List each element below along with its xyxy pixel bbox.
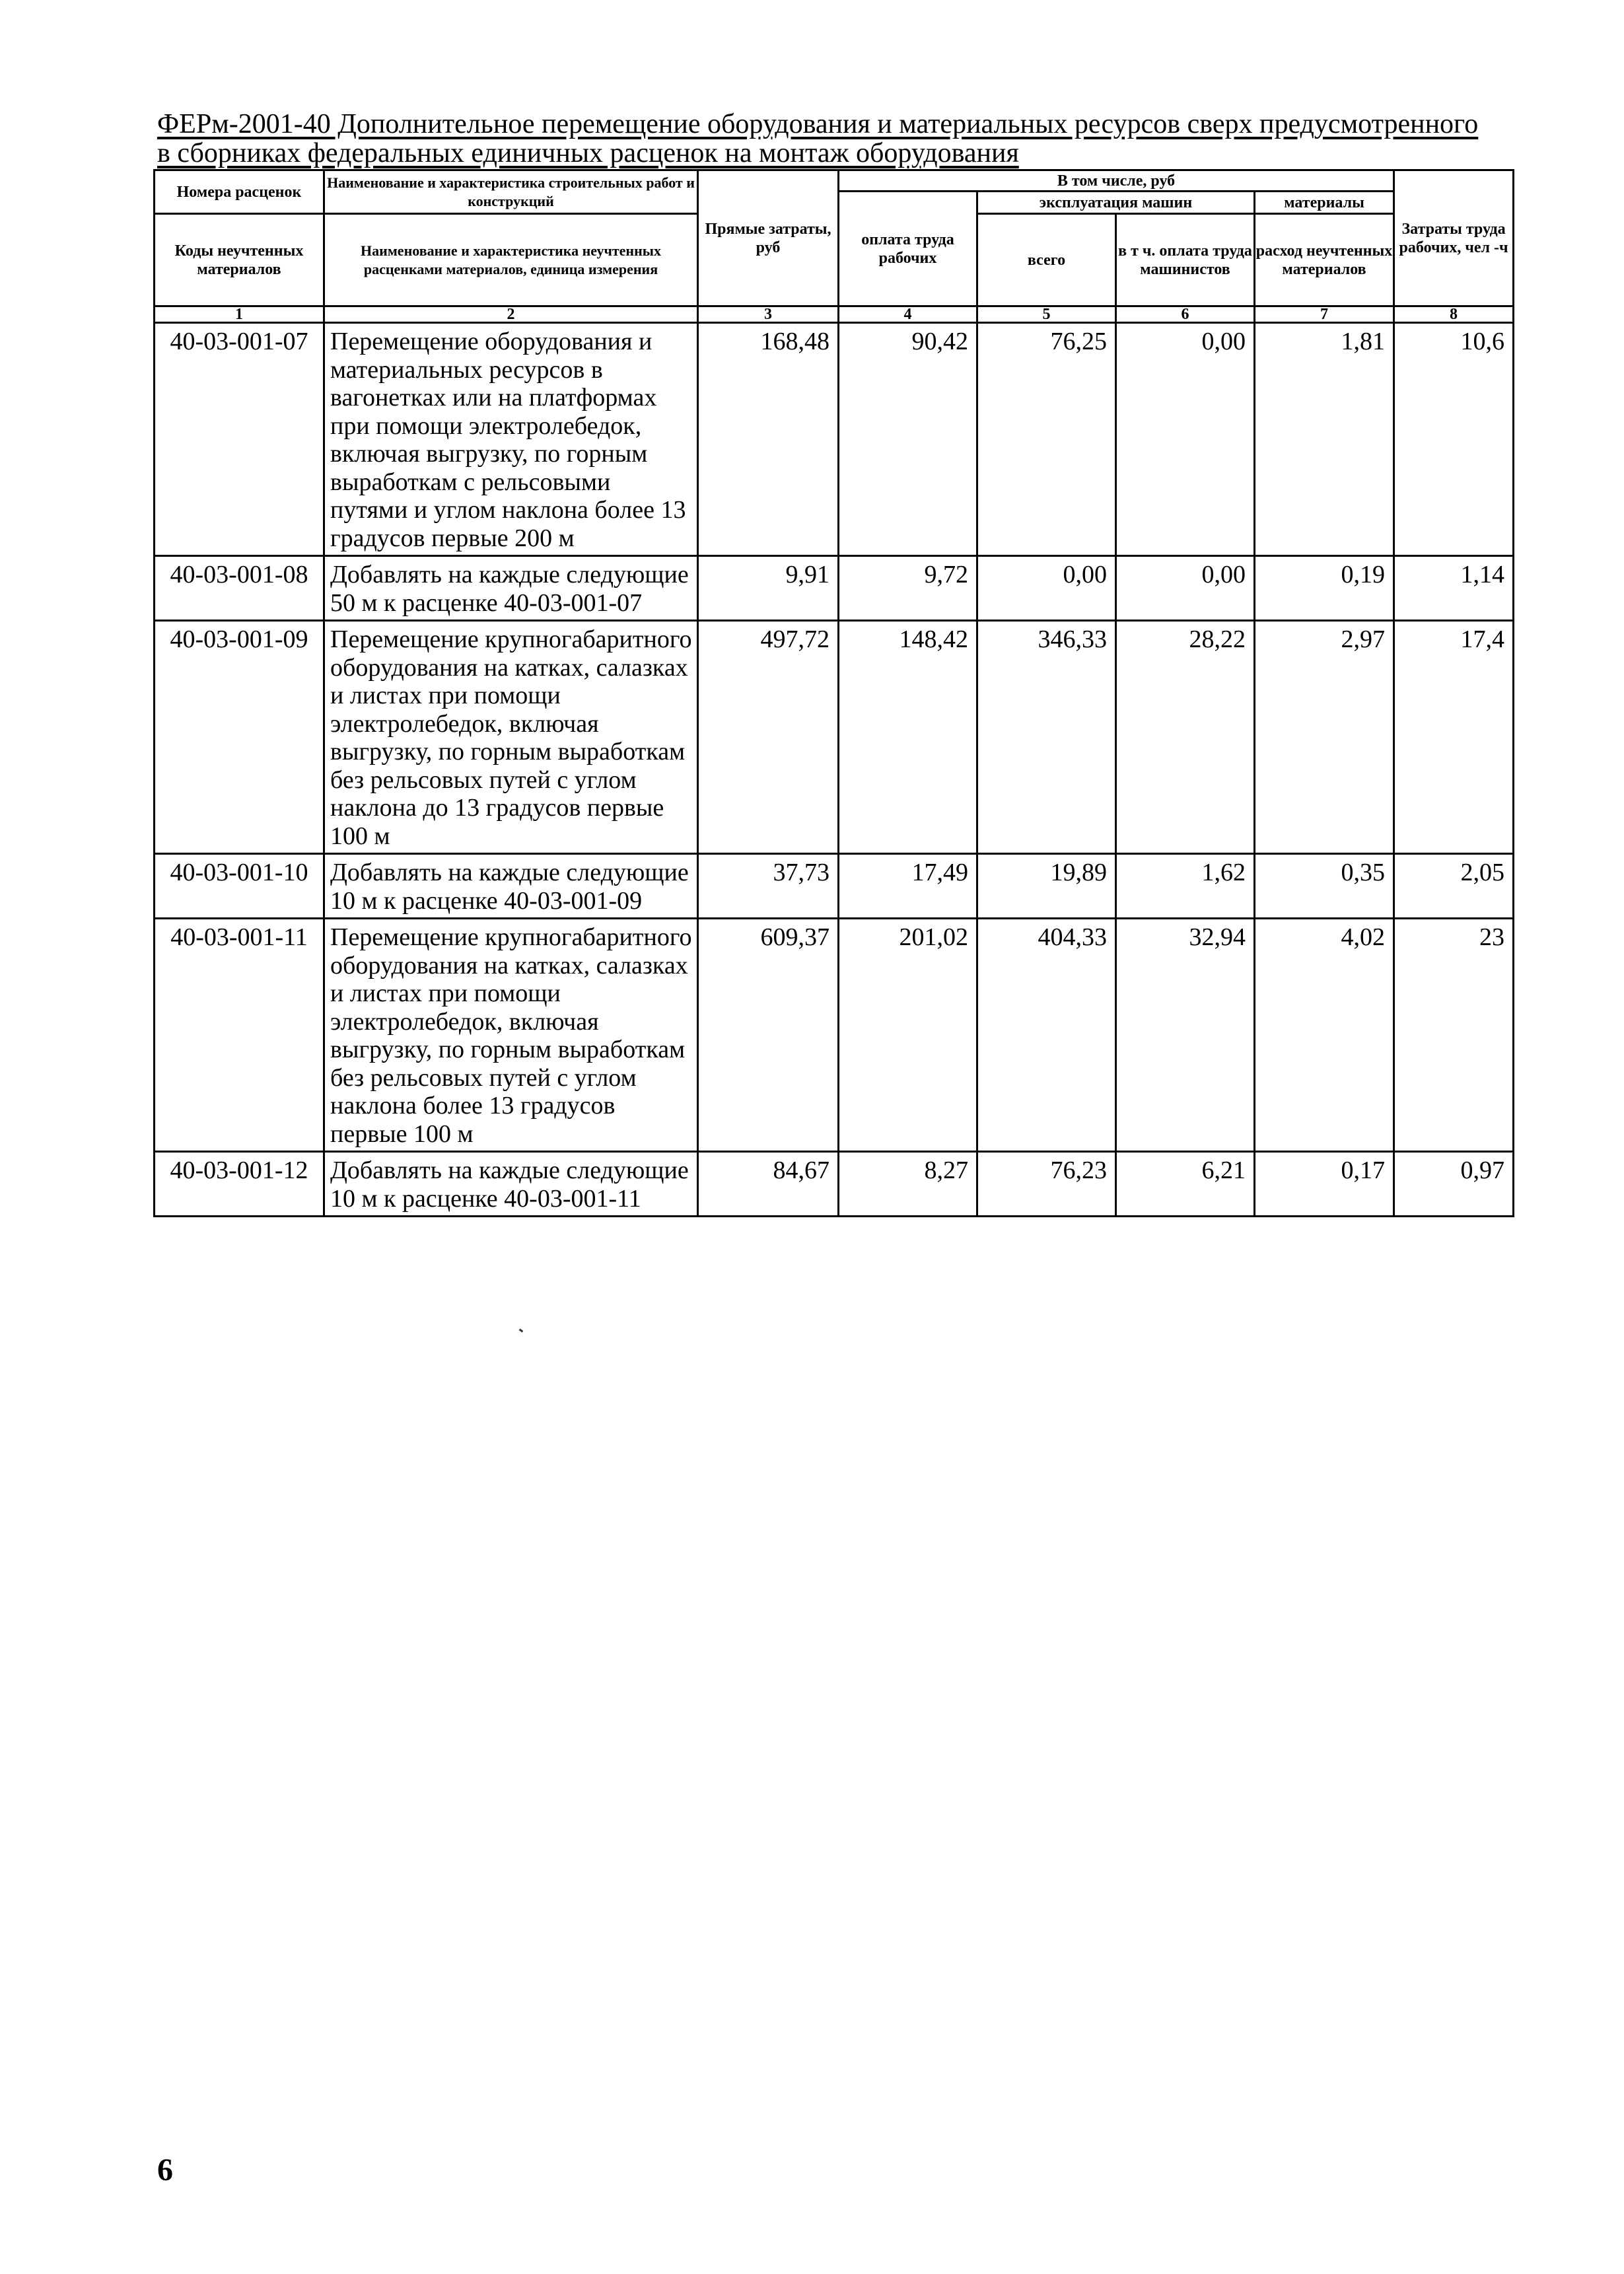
machines-total-value: 404,33 xyxy=(977,919,1116,1152)
direct-costs-value: 168,48 xyxy=(698,323,839,556)
column-number-row xyxy=(155,306,1514,323)
rate-code: 40-03-001-08 xyxy=(155,556,324,621)
worker-wages-value: 8,27 xyxy=(839,1152,977,1217)
labor-costs-value: 1,14 xyxy=(1394,556,1514,621)
header-machinist-wages-label: в т ч. оплата труда машинистов xyxy=(1118,242,1252,278)
labor-costs-value: 10,6 xyxy=(1394,323,1514,556)
scan-speck xyxy=(519,1329,524,1333)
header-rate-numbers xyxy=(155,170,324,214)
machinist-wages-value: 28,22 xyxy=(1116,621,1255,854)
rate-name: Перемещение крупногабаритного оборудования на катках, салазках и листах при помощи электролебедок, включая выгрузку, по горным выработкам без рельсовых путей с углом наклона более 13 градусов первые 100 м xyxy=(324,919,698,1152)
direct-costs-value: 609,37 xyxy=(698,919,839,1152)
worker-wages-value: 90,42 xyxy=(839,323,977,556)
machinist-wages-value: 1,62 xyxy=(1116,854,1255,919)
materials-value: 0,35 xyxy=(1255,854,1394,919)
column-number: 5 xyxy=(977,306,1116,323)
machines-total-value: 346,33 xyxy=(977,621,1116,854)
rate-name: Добавлять на каждые следующие 50 м к расценке 40-03-001-07 xyxy=(324,556,698,621)
header-missing-materials-consumption-label: расход неучтенных материалов xyxy=(1255,242,1393,278)
machines-total-value: 19,89 xyxy=(977,854,1116,919)
header-worker-wages-label: оплата труда рабочих xyxy=(861,231,954,267)
header-worker-wages xyxy=(839,192,977,306)
table-header xyxy=(155,170,1514,323)
machinist-wages-value: 6,21 xyxy=(1116,1152,1255,1217)
column-number: 3 xyxy=(698,306,839,323)
materials-value: 2,97 xyxy=(1255,621,1394,854)
labor-costs-value: 0,97 xyxy=(1394,1152,1514,1217)
header-labor-costs-label: Затраты труда рабочих, чел -ч xyxy=(1399,220,1508,256)
header-labor-costs xyxy=(1394,170,1514,306)
table-row xyxy=(155,1152,1514,1217)
direct-costs-value: 9,91 xyxy=(698,556,839,621)
header-including-label: В том числе, руб xyxy=(1057,172,1176,190)
header-work-name-label: Наименование и характеристика строительных работ и конструкций xyxy=(327,174,695,209)
header-direct-costs-label: Прямые затраты, руб xyxy=(705,220,831,256)
direct-costs-value: 497,72 xyxy=(698,621,839,854)
machinist-wages-value: 32,94 xyxy=(1116,919,1255,1152)
machines-total-value: 76,23 xyxy=(977,1152,1116,1217)
header-machines-total xyxy=(977,214,1116,306)
machinist-wages-value: 0,00 xyxy=(1116,323,1255,556)
header-rate-numbers-label: Номера расценок xyxy=(176,183,302,201)
worker-wages-value: 17,49 xyxy=(839,854,977,919)
title-line-1: ФЕРм-2001-40 Дополнительное перемещение оборудования и материальных ресурсов сверх предусмотренного xyxy=(157,109,1479,139)
rate-code: 40-03-001-07 xyxy=(155,323,324,556)
machines-total-value: 76,25 xyxy=(977,323,1116,556)
header-machine-operation xyxy=(977,192,1255,214)
worker-wages-value: 148,42 xyxy=(839,621,977,854)
table-body xyxy=(155,323,1514,1217)
header-missing-material-codes-label: Коды неучтенных материалов xyxy=(174,242,304,278)
labor-costs-value: 2,05 xyxy=(1394,854,1514,919)
table-row xyxy=(155,323,1514,556)
column-number: 2 xyxy=(324,306,698,323)
rates-table xyxy=(153,169,1514,1217)
header-missing-material-codes xyxy=(155,214,324,306)
header-missing-materials-consumption xyxy=(1255,214,1394,306)
table-row xyxy=(155,621,1514,854)
rate-code: 40-03-001-10 xyxy=(155,854,324,919)
header-direct-costs xyxy=(698,170,839,306)
column-number: 6 xyxy=(1116,306,1255,323)
direct-costs-value: 84,67 xyxy=(698,1152,839,1217)
machinist-wages-value: 0,00 xyxy=(1116,556,1255,621)
materials-value: 0,17 xyxy=(1255,1152,1394,1217)
header-machines-total-label: всего xyxy=(1027,251,1066,269)
rate-code: 40-03-001-12 xyxy=(155,1152,324,1217)
materials-value: 1,81 xyxy=(1255,323,1394,556)
worker-wages-value: 201,02 xyxy=(839,919,977,1152)
header-including xyxy=(839,170,1394,192)
header-machine-operation-label: эксплуатация машин xyxy=(1039,194,1193,211)
table-row xyxy=(155,919,1514,1152)
labor-costs-value: 17,4 xyxy=(1394,621,1514,854)
labor-costs-value: 23 xyxy=(1394,919,1514,1152)
title-line-2: в сборниках федеральных единичных расценок на монтаж оборудования xyxy=(157,138,1019,168)
header-material-name-label: Наименование и характеристика неучтенных расценками материалов, единица измерения xyxy=(361,242,661,277)
table-row xyxy=(155,854,1514,919)
header-materials-label: материалы xyxy=(1284,194,1364,211)
header-work-name xyxy=(324,170,698,214)
direct-costs-value: 37,73 xyxy=(698,854,839,919)
header-material-name xyxy=(324,214,698,306)
rate-name: Перемещение крупногабаритного оборудования на катках, салазках и листах при помощи электролебедок, включая выгрузку, по горным выработкам без рельсовых путей с углом наклона до 13 градусов первые 100 м xyxy=(324,621,698,854)
rate-code: 40-03-001-09 xyxy=(155,621,324,854)
column-number: 7 xyxy=(1255,306,1394,323)
worker-wages-value: 9,72 xyxy=(839,556,977,621)
rate-name: Перемещение оборудования и материальных ресурсов в вагонетках или на платформах при помощи электролебедок, включая выгрузку, по горным выработкам с рельсовыми путями и углом наклона более 13 градусов первые 200 м xyxy=(324,323,698,556)
rate-name: Добавлять на каждые следующие 10 м к расценке 40-03-001-11 xyxy=(324,1152,698,1217)
document-title xyxy=(157,110,1511,168)
column-number: 1 xyxy=(155,306,324,323)
header-machinist-wages xyxy=(1116,214,1255,306)
rate-name: Добавлять на каждые следующие 10 м к расценке 40-03-001-09 xyxy=(324,854,698,919)
materials-value: 4,02 xyxy=(1255,919,1394,1152)
rate-code: 40-03-001-11 xyxy=(155,919,324,1152)
header-materials xyxy=(1255,192,1394,214)
table-row xyxy=(155,556,1514,621)
machines-total-value: 0,00 xyxy=(977,556,1116,621)
column-number: 4 xyxy=(839,306,977,323)
column-number: 8 xyxy=(1394,306,1514,323)
page-number: 6 xyxy=(157,2152,173,2187)
materials-value: 0,19 xyxy=(1255,556,1394,621)
